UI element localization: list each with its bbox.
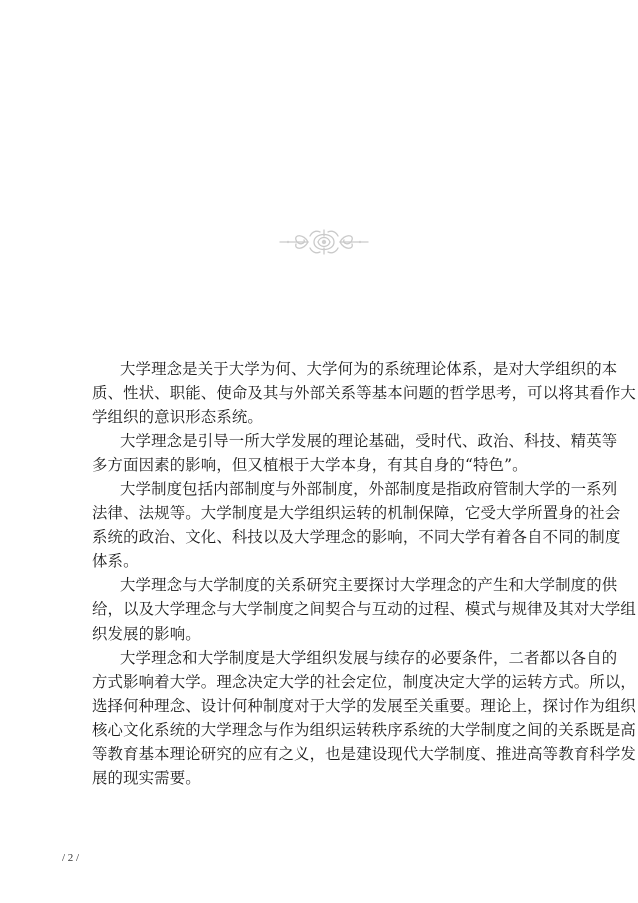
text-line: 系统的政治、文化、科技以及大学理念的影响，不同大学有着各自不同的制度 bbox=[92, 528, 621, 547]
body-text bbox=[92, 357, 636, 790]
text-line: 质、性状、职能、使命及其与外部关系等基本问题的哲学思考，可以将其看作大 bbox=[92, 384, 636, 403]
text-line: 方式影响着大学。理念决定大学的社会定位，制度决定大学的运转方式。所以， bbox=[92, 672, 636, 691]
text-line: 大学制度包括内部制度与外部制度，外部制度是指政府管制大学的一系列 bbox=[120, 480, 618, 499]
text-line: 织发展的影响。 bbox=[92, 624, 201, 643]
text-line: 体系。 bbox=[92, 552, 139, 571]
text-line: 给，以及大学理念与大学制度之间契合与互动的过程、模式与规律及其对大学组 bbox=[92, 600, 636, 619]
page-number: / 2 / bbox=[62, 852, 80, 864]
text-line: 大学理念与大学制度的关系研究主要探讨大学理念的产生和大学制度的供 bbox=[120, 576, 618, 595]
text-line: 核心文化系统的大学理念与作为组织运转秩序系统的大学制度之间的关系既是高 bbox=[92, 720, 636, 739]
text-line: 法律、法规等。大学制度是大学组织运转的机制保障，它受大学所置身的社会 bbox=[92, 504, 621, 523]
text-line: 等教育基本理论研究的应有之义，也是建设现代大学制度、推进高等教育科学发 bbox=[92, 744, 636, 763]
decorative-flourish-icon bbox=[278, 226, 370, 258]
text-line: 大学理念是引导一所大学发展的理论基础，受时代、政治、科技、精英等 bbox=[120, 432, 618, 451]
text-line: 学组织的意识形态系统。 bbox=[92, 408, 263, 427]
text-line: 展的现实需要。 bbox=[92, 768, 201, 787]
text-line: 大学理念是关于大学为何、大学何为的系统理论体系，是对大学组织的本 bbox=[120, 360, 618, 378]
text-line: 多方面因素的影响，但又植根于大学本身，有其自身的“特色”。 bbox=[92, 456, 528, 475]
text-line: 大学理念和大学制度是大学组织发展与续存的必要条件，二者都以各自的 bbox=[120, 648, 618, 667]
text-line: 选择何种理念、设计何种制度对于大学的发展至关重要。理论上，探讨作为组织 bbox=[92, 696, 636, 715]
